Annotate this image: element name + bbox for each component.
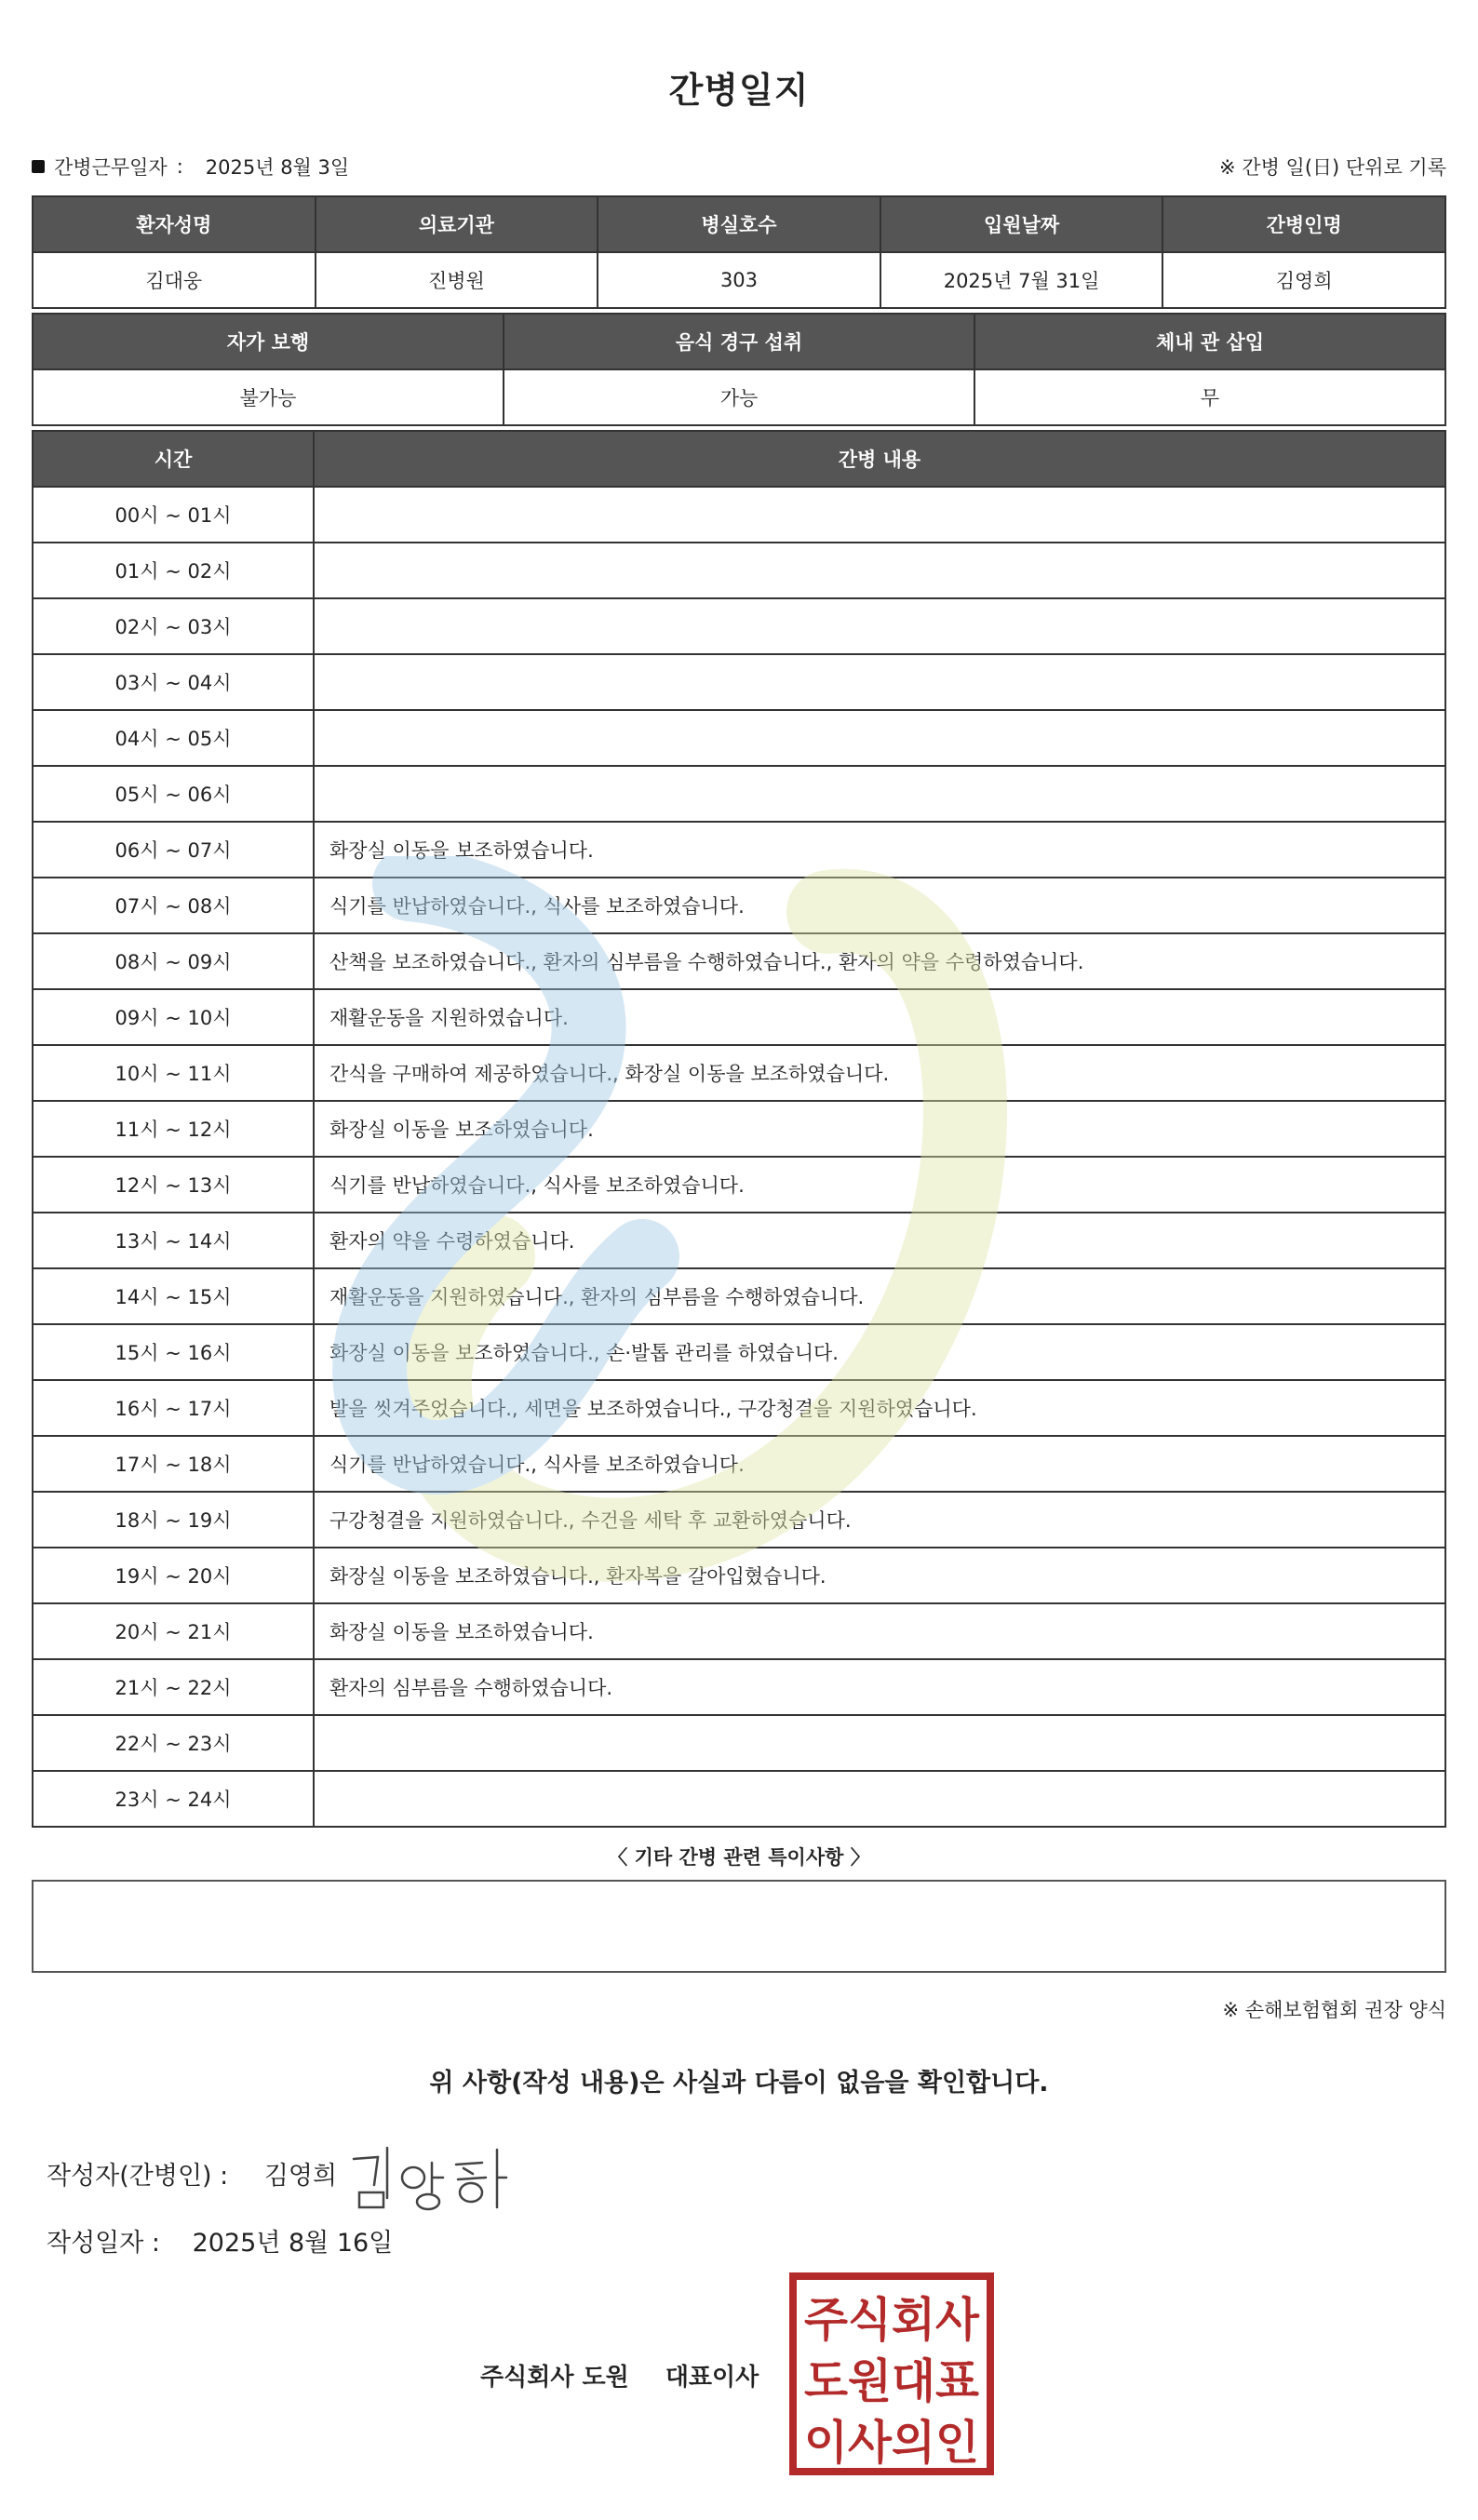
writer-label: 작성자(간병인) : [47,2162,229,2191]
log-content-cell [314,598,1445,654]
written-date-label: 작성일자 : [47,2229,161,2258]
care-log-table [32,430,1446,1828]
log-content-cell: 식기를 반납하였습니다., 식사를 보조하였습니다. [314,1157,1445,1213]
log-content-cell: 화장실 이동을 보조하였습니다., 환자복을 갈아입혔습니다. [314,1548,1445,1603]
notes-box[interactable] [32,1880,1446,1973]
tube-value: 무 [974,369,1445,425]
writer-name: 김영희 [263,2162,338,2191]
company-name: 주식회사 도원 [480,2364,629,2392]
hospital-name: 진병원 [316,252,598,308]
svg-text:주식회사: 주식회사 [804,2293,980,2347]
written-date-line [47,2222,393,2259]
log-row [33,1157,1445,1213]
log-content-cell: 간식을 구매하여 제공하였습니다., 화장실 이동을 보조하였습니다. [314,1045,1445,1101]
log-content-cell: 식기를 반납하였습니다., 식사를 보조하였습니다. [314,1436,1445,1492]
log-row [33,1324,1445,1380]
log-content-cell: 발을 씻겨주었습니다., 세면을 보조하였습니다., 구강청결을 지원하였습니다. [314,1380,1445,1436]
company-line [480,2358,759,2393]
log-row [33,1045,1445,1101]
log-content-cell [314,1771,1445,1827]
log-content-cell [314,487,1445,543]
status-header-row [33,314,1445,369]
patient-header-row [33,196,1445,252]
patient-name: 김대웅 [33,252,316,308]
work-date-label: 간병근무일자 [54,156,168,179]
room-number: 303 [598,252,880,308]
log-time-cell: 01시 ~ 02시 [33,543,314,598]
log-content-cell: 산책을 보조하였습니다., 환자의 심부름을 수행하였습니다., 환자의 약을 수령하였습니다. [314,933,1445,989]
page-title: 간병일지 [668,70,810,111]
header-hospital: 의료기관 [316,196,598,252]
log-content-cell [314,543,1445,598]
log-time-cell: 17시 ~ 18시 [33,1436,314,1492]
log-row [33,989,1445,1045]
log-time-cell: 19시 ~ 20시 [33,1548,314,1603]
log-row [33,543,1445,598]
log-row [33,1771,1445,1827]
log-row [33,1492,1445,1548]
log-row [33,710,1445,766]
notes-title: 〈 기타 간병 관련 특이사항 〉 [608,1846,870,1869]
log-row [33,933,1445,989]
log-time-cell: 15시 ~ 16시 [33,1324,314,1380]
log-time-cell: 14시 ~ 15시 [33,1268,314,1324]
log-row [33,822,1445,878]
status-table [32,313,1446,426]
log-content-cell: 환자의 심부름을 수행하였습니다. [314,1659,1445,1715]
form-source-note: ※ 손해보험협회 권장 양식 [1222,1999,1446,2021]
log-time-cell: 00시 ~ 01시 [33,487,314,543]
walking-value: 불가능 [33,369,504,425]
log-time-cell: 13시 ~ 14시 [33,1213,314,1268]
work-date-separator: : [176,155,183,178]
patient-value-row [33,252,1445,308]
log-time-cell: 07시 ~ 08시 [33,878,314,933]
work-date [32,153,349,181]
unit-note: ※ 간병 일(日) 단위로 기록 [1219,156,1446,179]
log-time-cell: 06시 ~ 07시 [33,822,314,878]
header-oral-intake: 음식 경구 섭취 [504,314,974,369]
header-walking: 자가 보행 [33,314,504,369]
log-content-cell: 식기를 반납하였습니다., 식사를 보조하였습니다. [314,878,1445,933]
header-patient-name: 환자성명 [33,196,316,252]
log-time-cell: 12시 ~ 13시 [33,1157,314,1213]
log-row [33,654,1445,710]
log-time-cell: 08시 ~ 09시 [33,933,314,989]
company-seal-stamp [787,2271,996,2477]
log-row [33,1380,1445,1436]
oral-intake-value: 가능 [504,369,974,425]
log-content-cell [314,710,1445,766]
log-content-cell [314,654,1445,710]
header-caregiver: 간병인명 [1162,196,1445,252]
handwritten-signature [346,2140,514,2215]
admission-date: 2025년 7월 31일 [880,252,1163,308]
log-content-cell: 화장실 이동을 보조하였습니다. [314,1603,1445,1659]
patient-info-table [32,195,1446,309]
log-row [33,1268,1445,1324]
log-content-cell: 환자의 약을 수령하였습니다. [314,1213,1445,1268]
log-header-row [33,431,1445,487]
log-content-cell: 재활운동을 지원하였습니다. [314,989,1445,1045]
log-row [33,1548,1445,1603]
header-admission-date: 입원날짜 [880,196,1163,252]
log-content-cell: 화장실 이동을 보조하였습니다. [314,1101,1445,1157]
log-row [33,878,1445,933]
log-row [33,1101,1445,1157]
header-care-content: 간병 내용 [314,431,1445,487]
log-time-cell: 02시 ~ 03시 [33,598,314,654]
log-row [33,766,1445,822]
svg-text:도원대표: 도원대표 [804,2354,980,2408]
status-value-row [33,369,1445,425]
log-time-cell: 21시 ~ 22시 [33,1659,314,1715]
representative-title: 대표이사 [665,2364,759,2392]
log-time-cell: 23시 ~ 24시 [33,1771,314,1827]
log-time-cell: 16시 ~ 17시 [33,1380,314,1436]
log-time-cell: 10시 ~ 11시 [33,1045,314,1101]
log-content-cell: 구강청결을 지원하였습니다., 수건을 세탁 후 교환하였습니다. [314,1492,1445,1548]
log-content-cell [314,766,1445,822]
header-tube: 체내 관 삽입 [974,314,1445,369]
log-row [33,1715,1445,1771]
log-time-cell: 09시 ~ 10시 [33,989,314,1045]
work-date-value: 2025년 8월 3일 [205,156,350,179]
log-content-cell [314,1715,1445,1771]
log-row [33,598,1445,654]
svg-text:이사의인: 이사의인 [804,2416,979,2470]
header-time: 시간 [33,431,314,487]
header-room: 병실호수 [598,196,880,252]
log-time-cell: 22시 ~ 23시 [33,1715,314,1771]
log-time-cell: 18시 ~ 19시 [33,1492,314,1548]
writer-line [47,2155,337,2192]
confirmation-statement: 위 사항(작성 내용)은 사실과 다름이 없음을 확인합니다. [429,2069,1049,2098]
log-time-cell: 05시 ~ 06시 [33,766,314,822]
log-row [33,1603,1445,1659]
log-time-cell: 04시 ~ 05시 [33,710,314,766]
log-body [33,487,1445,1827]
log-row [33,1213,1445,1268]
log-time-cell: 20시 ~ 21시 [33,1603,314,1659]
written-date-value: 2025년 8월 16일 [192,2229,394,2258]
log-content-cell: 화장실 이동을 보조하였습니다. [314,822,1445,878]
log-time-cell: 11시 ~ 12시 [33,1101,314,1157]
log-row [33,1436,1445,1492]
log-content-cell: 화장실 이동을 보조하였습니다., 손·발톱 관리를 하였습니다. [314,1324,1445,1380]
log-time-cell: 03시 ~ 04시 [33,654,314,710]
log-row [33,487,1445,543]
log-row [33,1659,1445,1715]
bullet-square-icon [32,160,45,173]
log-content-cell: 재활운동을 지원하였습니다., 환자의 심부름을 수행하였습니다. [314,1268,1445,1324]
caregiver-name: 김영희 [1162,252,1445,308]
